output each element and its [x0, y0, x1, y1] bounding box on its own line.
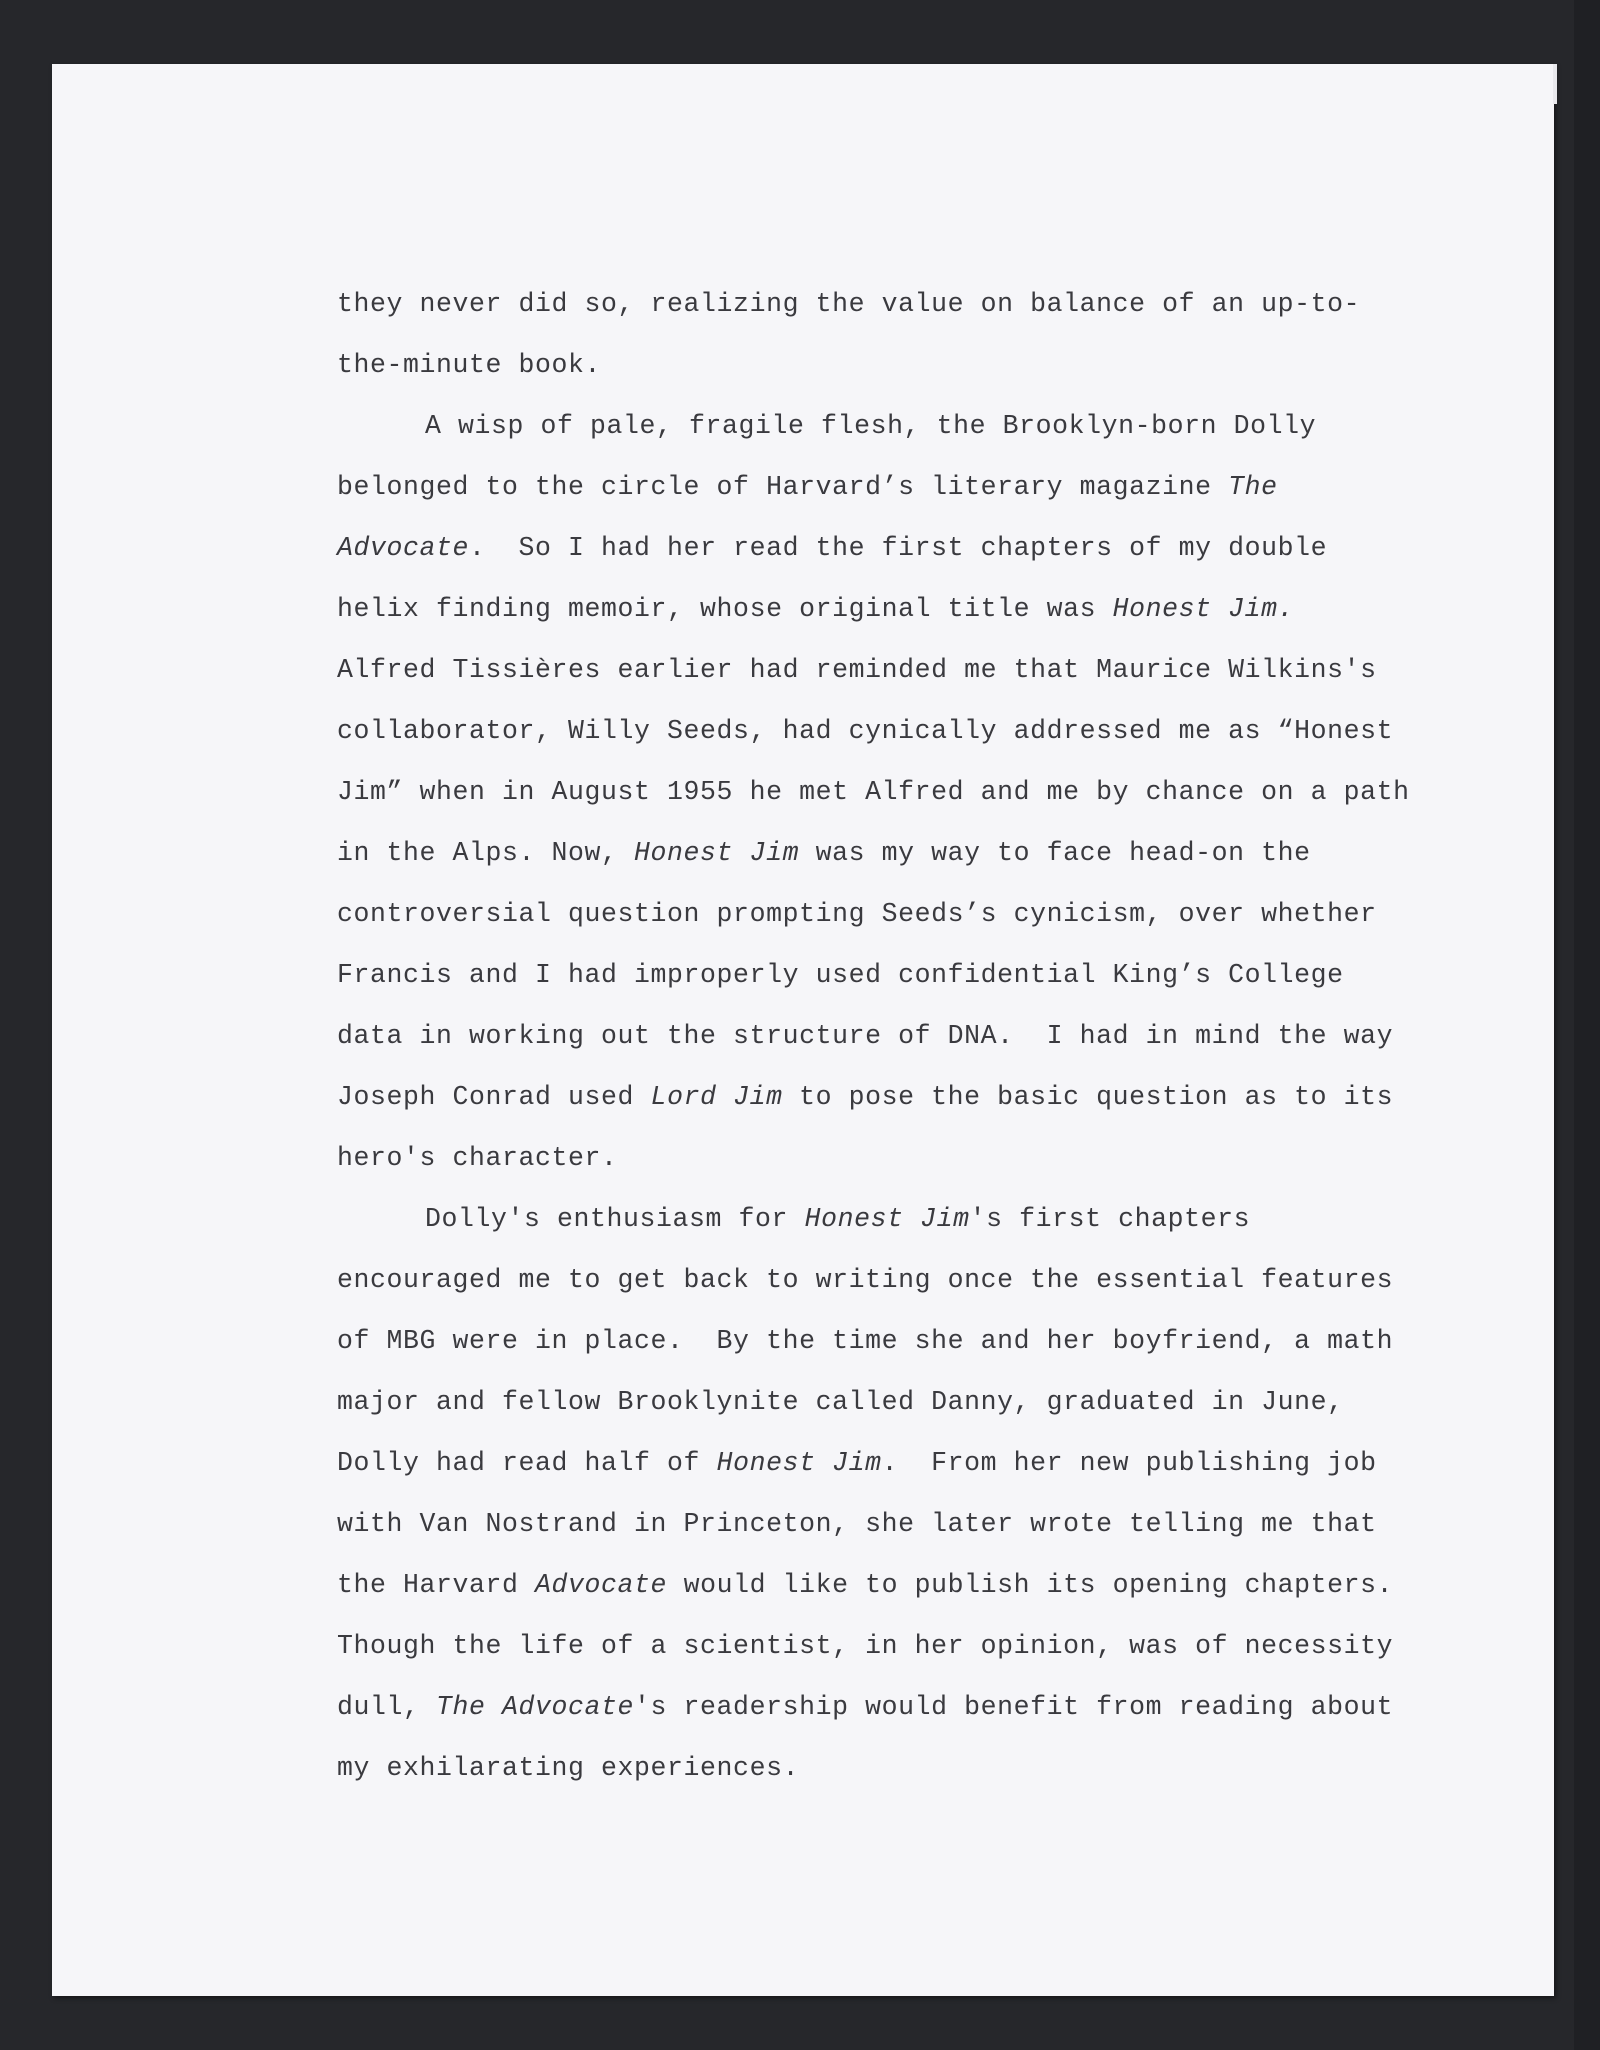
- text-segment: encouraged me to get back to writing once the essential features: [337, 1265, 1394, 1295]
- text-line: [337, 1067, 1437, 1128]
- text-line: [337, 1128, 1437, 1189]
- text-line: [337, 1616, 1437, 1677]
- text-line: [337, 1555, 1437, 1616]
- text-line: [337, 945, 1437, 1006]
- text-line: [337, 1433, 1437, 1494]
- text-segment: helix finding memoir, whose original title was: [337, 594, 1113, 624]
- text-segment: with Van Nostrand in Princeton, she later wrote telling me that: [337, 1509, 1377, 1539]
- text-segment: the-minute book.: [337, 350, 602, 380]
- italic-title-text: Honest Jim: [804, 1204, 970, 1234]
- italic-title-text: The: [1228, 472, 1278, 502]
- text-segment: Dolly's enthusiasm for: [425, 1204, 805, 1234]
- text-line: [337, 1250, 1437, 1311]
- italic-title-text: Lord Jim: [650, 1082, 783, 1112]
- page-body-text: [337, 274, 1437, 1799]
- italic-title-text: Honest Jim: [716, 1448, 882, 1478]
- italic-title-text: The Advocate: [436, 1692, 635, 1722]
- text-line: [337, 457, 1437, 518]
- text-segment: hero's character.: [337, 1143, 618, 1173]
- italic-title-text: Honest Jim.: [1112, 594, 1295, 624]
- italic-title-text: Advocate: [535, 1570, 668, 1600]
- text-segment: of MBG were in place. By the time she and her boyfriend, a math: [337, 1326, 1394, 1356]
- text-segment: was my way to face head-on the: [799, 838, 1311, 868]
- text-segment: . From her new publishing job: [881, 1448, 1377, 1478]
- mounting-board-edge: [1574, 0, 1600, 2050]
- text-segment: would like to publish its opening chapters.: [667, 1570, 1394, 1600]
- text-line: [337, 640, 1437, 701]
- page-corner: [1553, 64, 1557, 104]
- text-line: [337, 579, 1437, 640]
- text-segment: A wisp of pale, fragile flesh, the Brooklyn-born Dolly: [425, 411, 1317, 441]
- text-segment: the Harvard: [337, 1570, 536, 1600]
- text-segment: to pose the basic question as to its: [782, 1082, 1394, 1112]
- text-segment: in the Alps. Now,: [337, 838, 635, 868]
- text-line: [337, 1738, 1437, 1799]
- text-segment: Francis and I had improperly used confidential King’s College: [337, 960, 1344, 990]
- text-line: [337, 335, 1437, 396]
- text-line: [337, 884, 1437, 945]
- italic-title-text: Honest Jim: [634, 838, 800, 868]
- text-segment: they never did so, realizing the value on balance of an up-to-: [337, 289, 1361, 319]
- text-segment: major and fellow Brooklynite called Danny, graduated in June,: [337, 1387, 1344, 1417]
- text-segment: data in working out the structure of DNA. I had in mind the way: [337, 1021, 1394, 1051]
- text-line: [337, 701, 1437, 762]
- text-segment: belonged to the circle of Harvard’s literary magazine: [337, 472, 1229, 502]
- text-line: [337, 762, 1437, 823]
- italic-title-text: Advocate: [337, 533, 470, 563]
- text-segment: dull,: [337, 1692, 437, 1722]
- text-segment: controversial question prompting Seeds’s cynicism, over whether: [337, 899, 1377, 929]
- typescript-page: [52, 64, 1554, 1996]
- text-segment: my exhilarating experiences.: [337, 1753, 800, 1783]
- text-line: [337, 1311, 1437, 1372]
- text-line: [337, 1494, 1437, 1555]
- text-segment: Jim” when in August 1955 he met Alfred and me by chance on a path: [337, 777, 1410, 807]
- text-line: [337, 1006, 1437, 1067]
- text-segment: Dolly had read half of: [337, 1448, 717, 1478]
- text-line: [337, 396, 1437, 457]
- text-segment: 's first chapters: [969, 1204, 1251, 1234]
- text-line: [337, 1372, 1437, 1433]
- text-segment: collaborator, Willy Seeds, had cynically addressed me as “Honest: [337, 716, 1394, 746]
- text-segment: Alfred Tissières earlier had reminded me that Maurice Wilkins's: [337, 655, 1377, 685]
- text-segment: . So I had her read the first chapters of my double: [469, 533, 1328, 563]
- text-line: [337, 274, 1437, 335]
- text-segment: Joseph Conrad used: [337, 1082, 651, 1112]
- text-line: [337, 823, 1437, 884]
- text-line: [337, 518, 1437, 579]
- text-segment: 's readership would benefit from reading about: [634, 1692, 1394, 1722]
- text-segment: Though the life of a scientist, in her opinion, was of necessity: [337, 1631, 1394, 1661]
- text-line: [337, 1677, 1437, 1738]
- text-line: [337, 1189, 1437, 1250]
